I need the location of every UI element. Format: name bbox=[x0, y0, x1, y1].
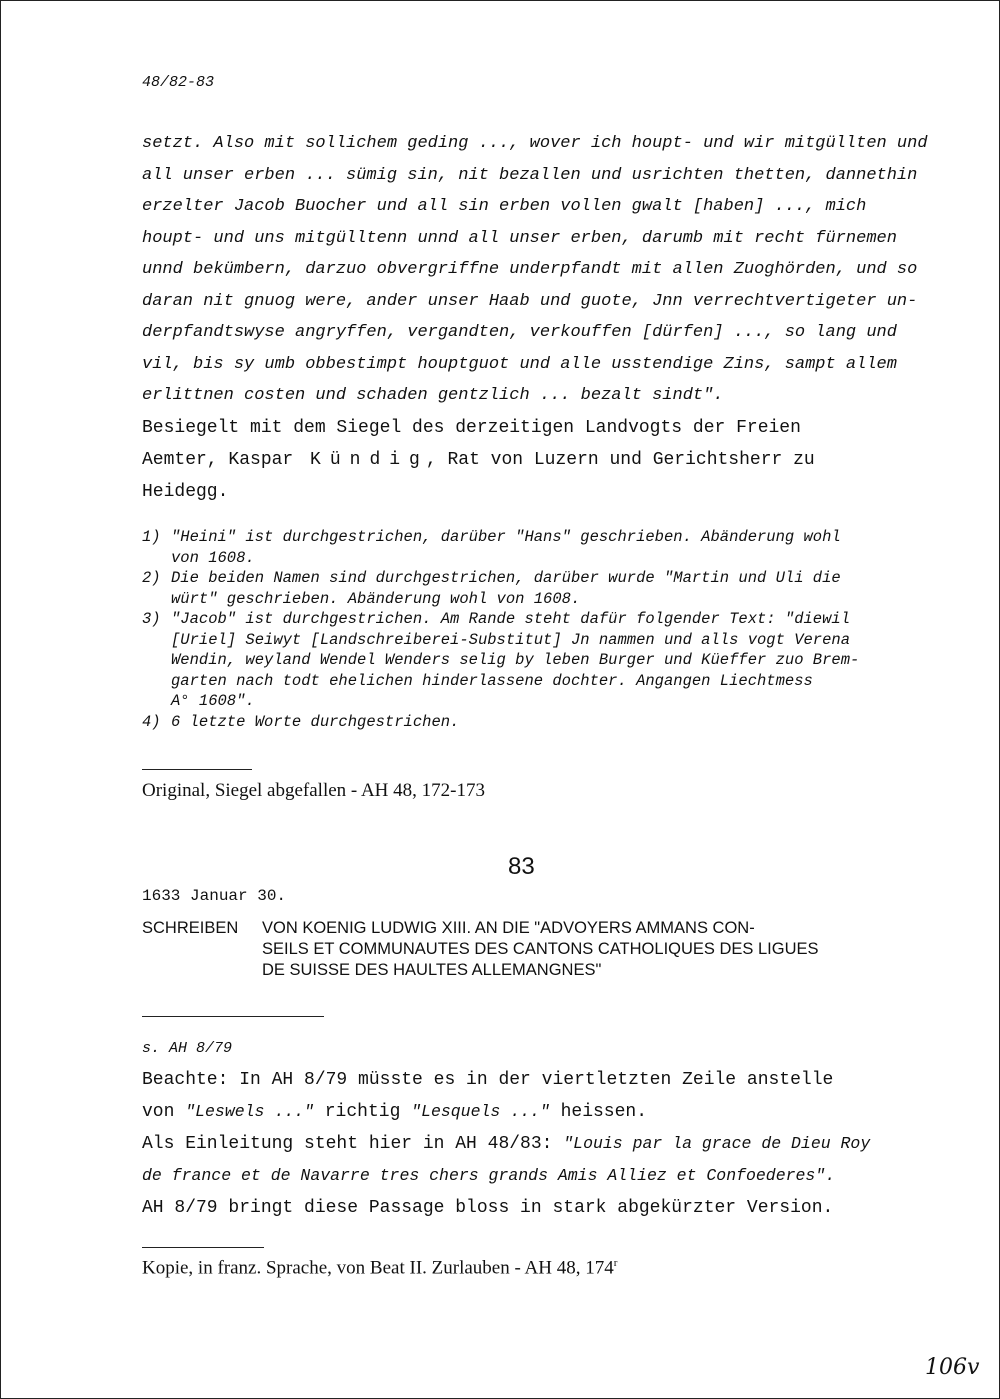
editorial-comment bbox=[142, 1064, 932, 1224]
source-note: Original, Siegel abgefallen - AH 48, 172-173 bbox=[142, 780, 485, 801]
footnote-line: Die beiden Namen sind durchgestrichen, darüber wurde "Martin und Uli die bbox=[171, 569, 841, 587]
comment-text: Als Einleitung steht hier in AH 48/83: bbox=[142, 1134, 564, 1154]
quoted-text-block bbox=[142, 128, 932, 412]
footnote-text bbox=[171, 609, 922, 712]
footnote-number: 4) bbox=[142, 712, 161, 731]
footnote-text bbox=[171, 527, 922, 568]
quote-line: setzt. Also mit sollichem geding ..., wover ich houpt- und wir mitgüllten und bbox=[142, 134, 928, 153]
heading-line: VON KOENIG LUDWIG XIII. AN DIE "ADVOYERS AMMANS CON- bbox=[262, 919, 755, 937]
footnote-line: [Uriel] Seiwyt [Landschreiberei-Substitut] Jn nammen und alls vogt Verena bbox=[171, 630, 851, 649]
footnote bbox=[142, 609, 922, 712]
seal-line: Heidegg. bbox=[142, 482, 229, 502]
footnote-line: A° 1608". bbox=[171, 692, 255, 710]
footnote-line: würt" geschrieben. Abänderung wohl von 1608. bbox=[171, 589, 581, 608]
comment-line: AH 8/79 bringt diese Passage bloss in stark abgekürzter Version. bbox=[142, 1198, 834, 1218]
footnote-line: 6 letzte Worte durchgestrichen. bbox=[171, 712, 460, 731]
seal-text: , Rat von Luzern und Gerichtsherr zu bbox=[425, 450, 815, 470]
quote-line: vil, bis sy umb obbestimpt houptguot und alle usstendige Zins, sampt allem bbox=[142, 354, 897, 374]
seal-line bbox=[142, 444, 922, 476]
quote-line: all unser erben ... sümig sin, nit bezallen und usrichten thetten, dannethin bbox=[142, 165, 918, 185]
comment-quote: "Lesquels ..." bbox=[411, 1102, 550, 1121]
divider bbox=[142, 1016, 324, 1017]
comment-line bbox=[142, 1128, 932, 1160]
comment-line: de france et de Navarre tres chers grands Amis Alliez et Confoederes". bbox=[142, 1166, 836, 1185]
footnote bbox=[142, 527, 922, 568]
quote-line: houpt- und uns mitgülltenn unnd all unser erben, darumb mit recht fürnemen bbox=[142, 228, 897, 248]
divider bbox=[142, 1247, 264, 1248]
footnote bbox=[142, 712, 922, 733]
footnote-text bbox=[171, 568, 922, 609]
heading-title bbox=[262, 918, 932, 981]
footnote bbox=[142, 568, 922, 609]
heading-prefix: SCHREIBEN bbox=[142, 919, 239, 937]
quote-line: unnd bekümbern, darzuo obvergriffne underpfandt mit allen Zuoghörden, und so bbox=[142, 260, 918, 279]
comment-text: heissen. bbox=[549, 1102, 648, 1122]
divider bbox=[142, 769, 252, 770]
comment-quote: "Louis par la grace de Dieu Roy bbox=[563, 1134, 871, 1153]
source-note bbox=[142, 1257, 617, 1279]
quote-line: erlittnen costen und schaden gentzlich ... bezalt sindt". bbox=[142, 386, 724, 405]
quote-line: daran nit gnuog were, ander unser Haab und guote, Jnn verrechtvertigeter un- bbox=[142, 291, 918, 311]
handwritten-folio-number: 106v bbox=[925, 1355, 980, 1380]
footnote-text bbox=[171, 712, 922, 733]
comment-line: Beachte: In AH 8/79 müsste es in der viertletzten Zeile anstelle bbox=[142, 1070, 834, 1090]
quote-line: derpfandtswyse angryffen, vergandten, verkouffen [dürfen] ..., so lang und bbox=[142, 323, 897, 342]
footnote-line: "Heini" ist durchgestrichen, darüber "Hans" geschrieben. Abänderung wohl bbox=[171, 528, 841, 546]
person-name: Kündig bbox=[310, 450, 429, 470]
comment-text: richtig bbox=[313, 1102, 412, 1122]
see-reference: s. AH 8/79 bbox=[142, 1040, 233, 1057]
comment-quote: "Leswels ..." bbox=[185, 1102, 314, 1121]
seal-line: Besiegelt mit dem Siegel des derzeitigen Landvogts der Freien bbox=[142, 418, 801, 438]
heading-line: DE SUISSE DES HAULTES ALLEMANGNES" bbox=[262, 961, 602, 979]
seal-note bbox=[142, 412, 922, 508]
footnote-number: 3) bbox=[142, 610, 161, 628]
document-heading bbox=[142, 918, 932, 981]
comment-line bbox=[142, 1096, 932, 1128]
footnote-number: 2) bbox=[142, 569, 161, 587]
footnote-line: garten nach todt ehelichen hinderlassene dochter. Angangen Liechtmess bbox=[171, 671, 813, 690]
page-reference: 48/82-83 bbox=[142, 74, 215, 91]
document-number: 83 bbox=[508, 853, 535, 880]
footnotes bbox=[142, 527, 922, 732]
footnote-number: 1) bbox=[142, 528, 161, 546]
footnote-line: Wendin, weyland Wendel Wenders selig by leben Burger und Küeffer zuo Brem- bbox=[171, 651, 860, 669]
folio-superscript: r bbox=[613, 1257, 618, 1269]
comment-text: von bbox=[142, 1102, 186, 1122]
heading-line: SEILS ET COMMUNAUTES DES CANTONS CATHOLIQUES DES LIGUES bbox=[262, 940, 819, 958]
document-date: 1633 Januar 30. bbox=[142, 887, 287, 905]
seal-text: Aemter, Kaspar bbox=[142, 450, 294, 470]
footnote-line: von 1608. bbox=[171, 548, 255, 567]
quote-line: erzelter Jacob Buocher und all sin erben vollen gwalt [haben] ..., mich bbox=[142, 197, 867, 216]
footnote-line: "Jacob" ist durchgestrichen. Am Rande steht dafür folgender Text: "diewil bbox=[171, 610, 851, 628]
source-text: Kopie, in franz. Sprache, von Beat II. Zurlauben - AH 48, 174 bbox=[142, 1257, 614, 1279]
